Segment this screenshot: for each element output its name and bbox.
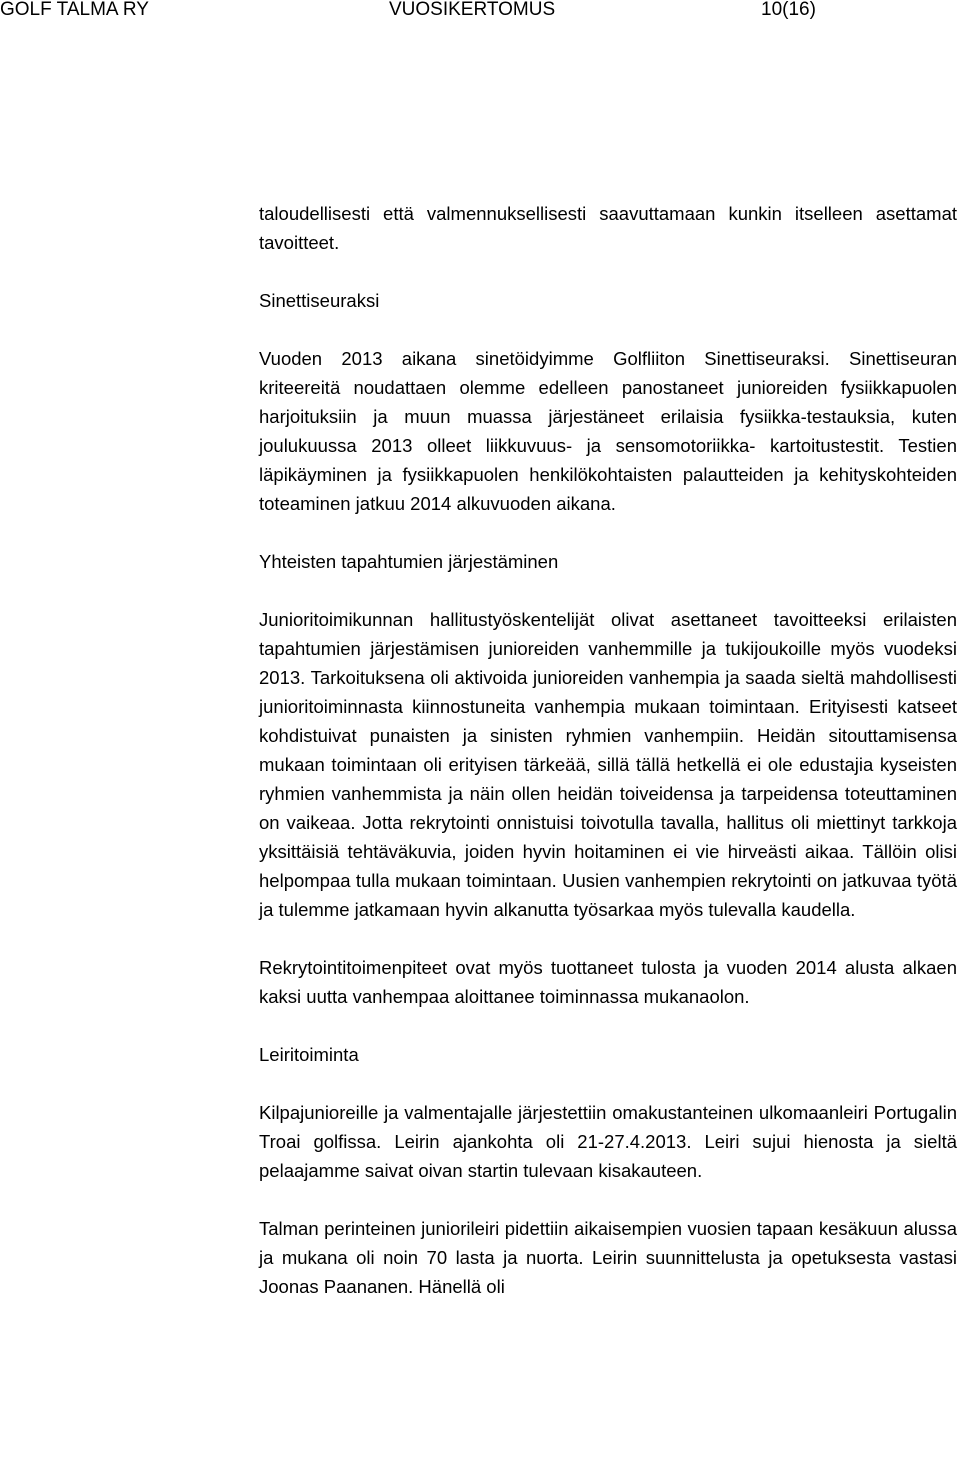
paragraph-recruitment: Rekrytointitoimenpiteet ovat myös tuottaneet tulosta ja vuoden 2014 alusta alkaen kaksi uutta vanhempaa aloittanee toiminnassa mukanaolon.	[259, 957, 957, 1007]
section-heading-events: Yhteisten tapahtumien järjestäminen	[259, 551, 559, 572]
header-organization: GOLF TALMA RY	[0, 0, 149, 20]
header-page-number: 10(16)	[761, 0, 816, 20]
page-header	[0, 0, 960, 24]
header-document-title: VUOSIKERTOMUS	[389, 0, 556, 20]
paragraph-sinettiseura: Vuoden 2013 aikana sinetöidyimme Golfliiton Sinettiseuraksi. Sinettiseuran kriteereitä noudattaen olemme edelleen panostaneet junioreiden fysiikkapuolen harjoituksiin ja muun muassa järjestäneet erilaisia fysiikka-testauksia, kuten joulukuussa 2013 olleet liikkuvuus- ja sensomotoriikka- kartoitustestit. Testien läpikäyminen ja fysiikkapuolen henkilökohtaisten palautteiden ja kehityskohteiden toteaminen jatkuu 2014 alkuvuoden aikana.	[259, 348, 957, 514]
section-heading-sinettiseuraksi: Sinettiseuraksi	[259, 290, 380, 311]
section-heading-camps: Leiritoiminta	[259, 1044, 359, 1065]
paragraph-camp-abroad: Kilpajunioreille ja valmentajalle järjestettiin omakustanteinen ulkomaanleiri Portugalin Troai golfissa. Leirin ajankohta oli 21-27.4.2013. Leiri sujui hienosta ja sieltä pelaajamme saivat oivan startin tulevaan kisakauteen.	[259, 1102, 957, 1181]
paragraph-junior-camp: Talman perinteinen juniorileiri pidettiin aikaisempien vuosien tapaan kesäkuun alussa ja mukana oli noin 70 lasta ja nuorta. Leirin suunnittelusta ja opetuksesta vastasi Joonas Paananen. Hänellä oli	[259, 1218, 957, 1297]
document-body	[259, 199, 957, 1301]
paragraph-events: Junioritoimikunnan hallitustyöskentelijät olivat asettaneet tavoitteeksi erilaisten tapahtumien järjestämisen junioreiden vanhemmille ja tukijoukoille myös vuodeksi 2013. Tarkoituksena oli aktivoida junioreiden vanhempia ja saada sieltä mahdollisesti junioritoiminnasta kiinnostuneita vanhempia mukaan toimintaan. Erityisesti katseet kohdistuivat punaisten ja sinisten ryhmien vanhempiin. Heidän sitouttamisensa mukaan toimintaan oli erityisen tärkeää, sillä tällä hetkellä ei ole edustajia kyseisten ryhmien vanhemmista ja näin ollen heidän toiveidensa ja tarpeidensa toteuttaminen on vaikeaa. Jotta rekrytointi onnistuisi toivotulla tavalla, hallitus oli miettinyt tarkkoja yksittäisiä tehtäväkuvia, joiden hyvin hoitaminen ei vie hirveästi aikaa. Tällöin olisi helpompaa tulla mukaan toimintaan. Uusien vanhempien rekrytointi on jatkuvaa työtä ja tulemme jatkamaan hyvin alkanutta työsarkaa myös tulevalla kaudella.	[259, 609, 957, 920]
intro-paragraph: taloudellisesti että valmennuksellisesti saavuttamaan kunkin itselleen asettamat tavoitteet.	[259, 203, 957, 253]
